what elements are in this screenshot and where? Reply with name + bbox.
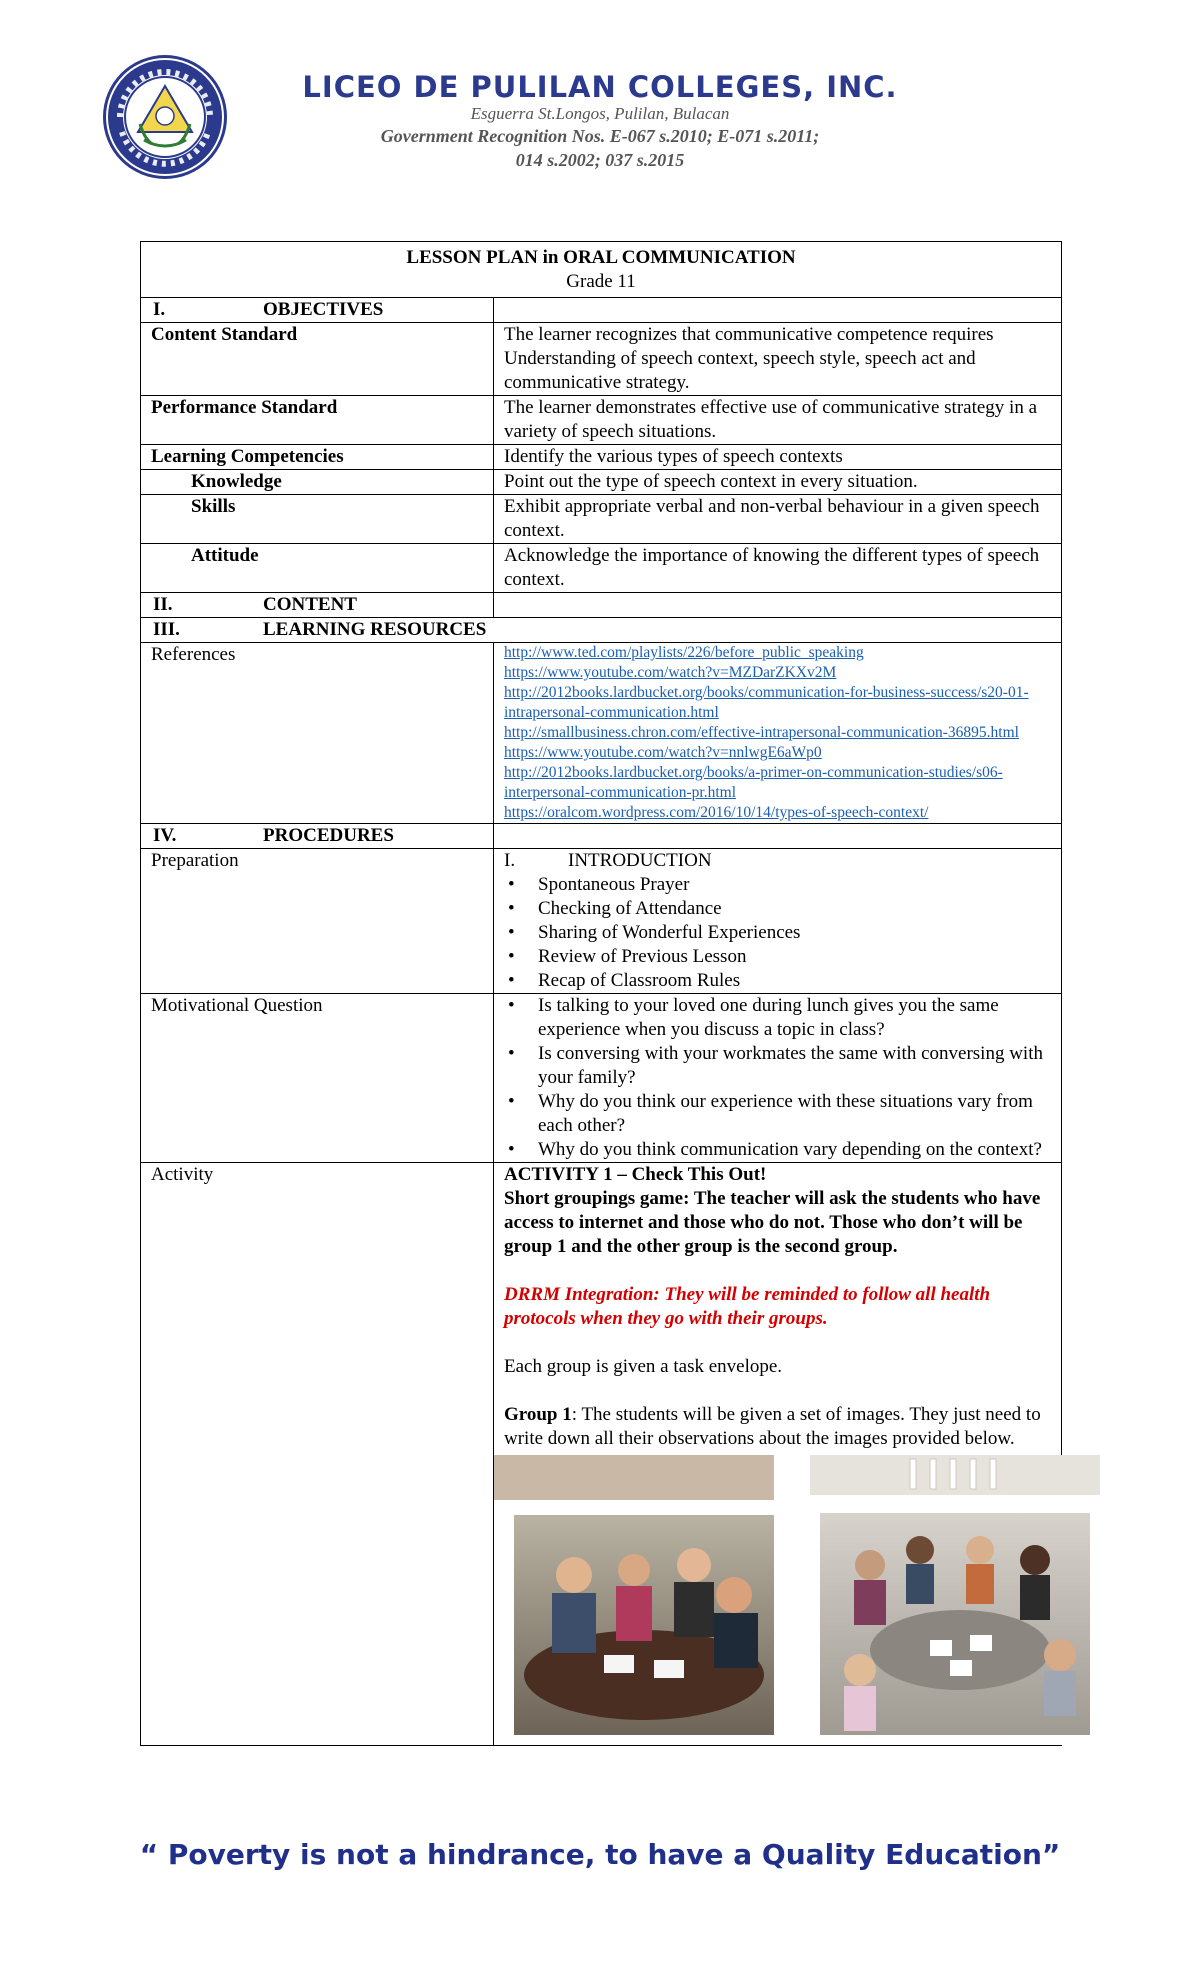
section-content bbox=[141, 593, 494, 618]
school-name: LICEO DE PULILAN COLLEGES, INC. bbox=[302, 70, 898, 104]
attitude-label: Attitude bbox=[141, 544, 494, 593]
drrm-integration-note: DRRM Integration: They will be reminded to follow all health protocols when they go with their groups. bbox=[504, 1284, 991, 1329]
activity-title: ACTIVITY 1 – Check This Out! bbox=[504, 1164, 767, 1185]
section-learning-resources bbox=[141, 618, 1062, 643]
performance-standard-text: The learner demonstrates effective use of communicative strategy in a variety of speech situations. bbox=[494, 396, 1062, 445]
introduction-number: I. bbox=[504, 850, 516, 871]
performance-standard-label: Performance Standard bbox=[141, 396, 494, 445]
reference-link[interactable]: http://www.ted.com/playlists/226/before_public_speaking bbox=[504, 644, 864, 661]
motivational-question-list bbox=[504, 994, 1051, 1162]
footer-motto: “ Poverty is not a hindrance, to have a Quality Education” bbox=[139, 1838, 1061, 1871]
section-label: PROCEDURES bbox=[263, 825, 394, 846]
list-item: • Review of Previous Lesson bbox=[538, 945, 1051, 969]
list-item: • Checking of Attendance bbox=[538, 897, 1051, 921]
government-recognition-line2: 014 s.2002; 037 s.2015 bbox=[515, 150, 685, 170]
references-label: References bbox=[141, 643, 494, 824]
knowledge-label: Knowledge bbox=[141, 470, 494, 495]
group1-text: : The students will be given a set of images. They just need to write down all their observations about the images provided below. bbox=[504, 1404, 1041, 1449]
empty-cell bbox=[494, 298, 1062, 323]
reference-link[interactable]: http://2012books.lardbucket.org/books/communication-for-business-success/s20-01-intrapersonal-communication.html bbox=[504, 684, 1029, 721]
learning-competencies-label: Learning Competencies bbox=[141, 445, 494, 470]
list-item: • Recap of Classroom Rules bbox=[538, 969, 1051, 993]
activity-content bbox=[494, 1163, 1062, 1746]
section-procedures bbox=[141, 824, 494, 849]
learning-competencies-text: Identify the various types of speech contexts bbox=[494, 445, 1062, 470]
lesson-plan-title-cell bbox=[141, 242, 1062, 298]
students-sitting-circle-photo bbox=[810, 1455, 1110, 1745]
section-label: OBJECTIVES bbox=[263, 299, 384, 320]
content-standard-label: Content Standard bbox=[141, 323, 494, 396]
list-item: • Why do you think our experience with these situations vary from each other? bbox=[538, 1090, 1051, 1138]
empty-cell bbox=[494, 824, 1062, 849]
list-item: • Spontaneous Prayer bbox=[538, 873, 1051, 897]
introduction-label: INTRODUCTION bbox=[568, 850, 712, 871]
reference-link[interactable]: https://oralcom.wordpress.com/2016/10/14/types-of-speech-context/ bbox=[504, 804, 929, 821]
references-links bbox=[494, 643, 1062, 824]
list-item: • Is conversing with your workmates the same with conversing with your family? bbox=[538, 1042, 1051, 1090]
section-number: III. bbox=[153, 619, 180, 640]
grade-level: Grade 11 bbox=[566, 271, 636, 292]
students-at-table-photo bbox=[494, 1455, 794, 1745]
activity-label: Activity bbox=[141, 1163, 494, 1746]
activity-description: Short groupings game: The teacher will ask the students who have access to internet and those who do not. Those who don’t will be group 1 and the other group is the second group. bbox=[504, 1188, 1041, 1257]
list-item: • Sharing of Wonderful Experiences bbox=[538, 921, 1051, 945]
task-envelope-text: Each group is given a task envelope. bbox=[504, 1356, 783, 1377]
reference-link[interactable]: http://smallbusiness.chron.com/effective-intrapersonal-communication-36895.html bbox=[504, 724, 1019, 741]
reference-link[interactable]: https://www.youtube.com/watch?v=MZDarZKXv2M bbox=[504, 664, 837, 681]
preparation-label: Preparation bbox=[141, 849, 494, 994]
lesson-plan-table bbox=[140, 241, 1062, 1746]
knowledge-text: Point out the type of speech context in every situation. bbox=[494, 470, 1062, 495]
section-label: LEARNING RESOURCES bbox=[263, 619, 487, 640]
letterhead bbox=[0, 0, 1200, 190]
reference-link[interactable]: http://2012books.lardbucket.org/books/a-primer-on-communication-studies/s06-interpersonal-communication-pr.html bbox=[504, 764, 1003, 801]
activity-photos bbox=[504, 1455, 1051, 1745]
government-recognition-line1: Government Recognition Nos. E-067 s.2010; E-071 s.2011; bbox=[380, 126, 820, 146]
list-item: • Is talking to your loved one during lunch gives you the same experience when you discuss a topic in class? bbox=[538, 994, 1051, 1042]
content-standard-text: The learner recognizes that communicative competence requires Understanding of speech context, speech style, speech act and communicative strategy. bbox=[494, 323, 1062, 396]
section-number: II. bbox=[153, 594, 173, 615]
section-objectives bbox=[141, 298, 494, 323]
lesson-plan-title: LESSON PLAN in ORAL COMMUNICATION bbox=[406, 247, 796, 268]
preparation-list bbox=[504, 873, 1051, 993]
attitude-text: Acknowledge the importance of knowing the different types of speech context. bbox=[494, 544, 1062, 593]
group1-label: Group 1 bbox=[504, 1404, 572, 1425]
skills-text: Exhibit appropriate verbal and non-verbal behaviour in a given speech context. bbox=[494, 495, 1062, 544]
motivational-question-label: Motivational Question bbox=[141, 994, 494, 1163]
empty-cell bbox=[494, 593, 1062, 618]
preparation-content bbox=[494, 849, 1062, 994]
skills-label: Skills bbox=[141, 495, 494, 544]
motivational-question-content bbox=[494, 994, 1062, 1163]
reference-link[interactable]: https://www.youtube.com/watch?v=nnlwgE6aWp0 bbox=[504, 744, 822, 761]
section-number: I. bbox=[153, 299, 166, 320]
school-address: Esguerra St.Longos, Pulilan, Bulacan bbox=[470, 104, 730, 123]
section-number: IV. bbox=[153, 825, 177, 846]
list-item: • Why do you think communication vary depending on the context? bbox=[538, 1138, 1051, 1162]
introduction-heading bbox=[504, 849, 1051, 873]
section-label: CONTENT bbox=[263, 594, 357, 615]
group1-instruction bbox=[504, 1403, 1051, 1451]
